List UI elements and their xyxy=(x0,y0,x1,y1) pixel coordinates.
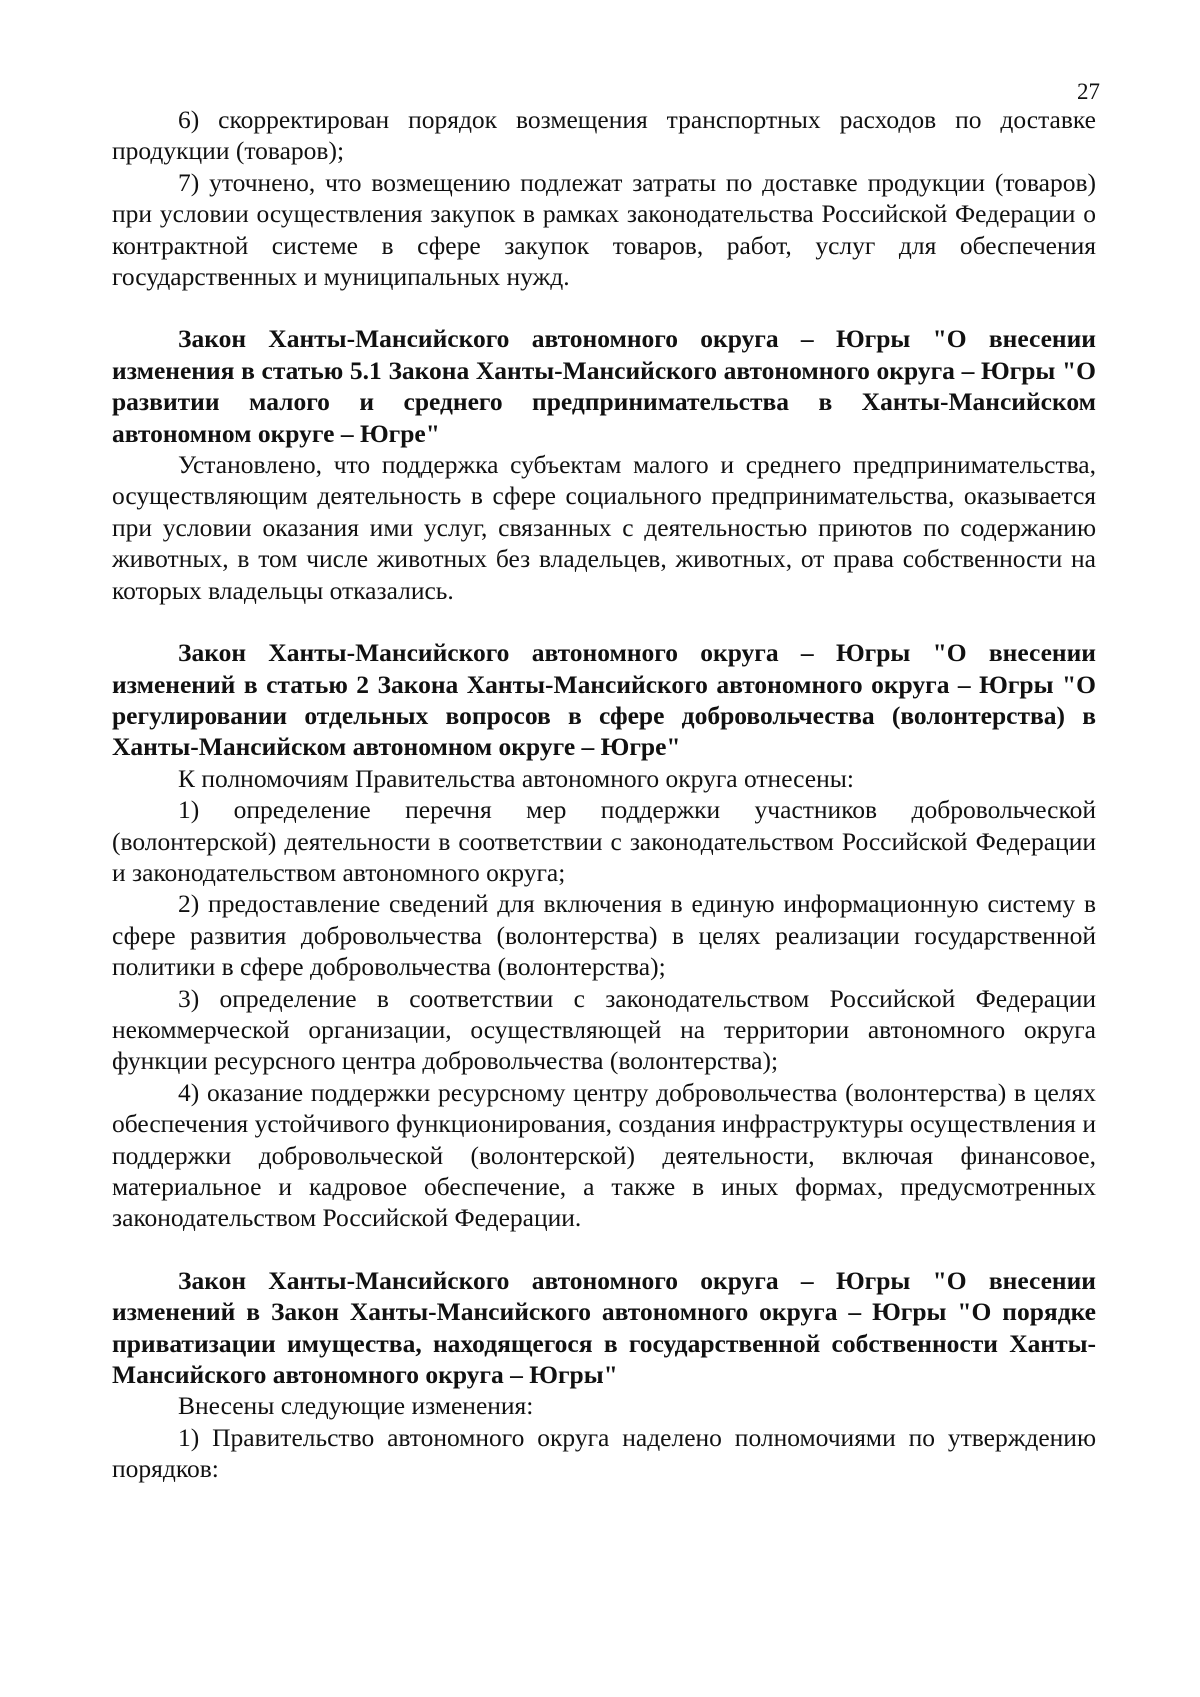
list-item-6: 6) скорректирован порядок возмещения транспортных расходов по доставке продукции (товаров); xyxy=(112,105,1096,166)
section-heading-volunteering-law: Закон Ханты-Мансийского автономного округа – Югры "О внесении изменений в статью 2 Закона Ханты-Мансийского автономного округа – Югры "О регулировании отдельных вопросов в сфере добровольчества (волонтерства) в Ханты-Мансийском автономном округе – Югре" xyxy=(112,638,1096,762)
page-number: 27 xyxy=(1077,79,1100,104)
list-item: 3) определение в соответствии с законодательством Российской Федерации некоммерческой организации, осуществляющей на территории автономного округа функции ресурсного центра добровольчества (волонтерства); xyxy=(112,983,1096,1076)
section-heading-small-business-law: Закон Ханты-Мансийского автономного округа – Югры "О внесении изменения в статью 5.1 Закона Ханты-Мансийского автономного округа – Югры "О развитии малого и среднего предпринимательства в Ханты-Мансийском автономном округе – Югре" xyxy=(112,324,1096,448)
list-item: 1) определение перечня мер поддержки участников добровольческой (волонтерской) деятельности в соответствии с законодательством Российской Федерации и законодательством автономного округа; xyxy=(112,795,1096,887)
paragraph: К полномочиям Правительства автономного округа отнесены: xyxy=(178,763,854,793)
section-spacer xyxy=(112,1234,1096,1265)
section-spacer xyxy=(112,292,1096,323)
section-spacer xyxy=(112,606,1096,637)
paragraph: Установлено, что поддержка субъектам малого и среднего предпринимательства, осуществляющим деятельность в сфере социального предпринимательства, оказывается при условии оказания ими услуг, связанных с деятельностью приютов по содержанию животных, в том числе животных без владельцев, животных, от права собственности на которых владельцы отказались. xyxy=(112,450,1096,605)
document-body xyxy=(112,104,1096,1485)
section-heading-privatization-law: Закон Ханты-Мансийского автономного округа – Югры "О внесении изменений в Закон Ханты-Мансийского автономного округа – Югры "О порядке приватизации имущества, находящегося в государственной собственности Ханты-Мансийского автономного округа – Югры" xyxy=(112,1265,1096,1390)
list-item-7: 7) уточнено, что возмещению подлежат затраты по доставке продукции (товаров) при условии осуществления закупок в рамках законодательства Российской Федерации о контрактной системе в сфере закупок товаров, работ, услуг для обеспечения государственных и муниципальных нужд. xyxy=(112,167,1096,292)
list-item: 4) оказание поддержки ресурсному центру добровольчества (волонтерства) в целях обеспечения устойчивого функционирования, создания инфраструктуры осуществления и поддержки добровольческой (волонтерской) деятельности, включая финансовое, материальное и кадровое обеспечение, а также в иных формах, предусмотренных законодательством Российской Федерации. xyxy=(112,1077,1096,1233)
list-item: 1) Правительство автономного округа наделено полномочиями по утверждению порядков: xyxy=(112,1422,1096,1484)
paragraph: Внесены следующие изменения: xyxy=(178,1391,534,1421)
list-item: 2) предоставление сведений для включения в единую информационную систему в сфере развития добровольчества (волонтерства) в целях реализации государственной политики в сфере добровольчества (волонтерства); xyxy=(112,889,1096,982)
